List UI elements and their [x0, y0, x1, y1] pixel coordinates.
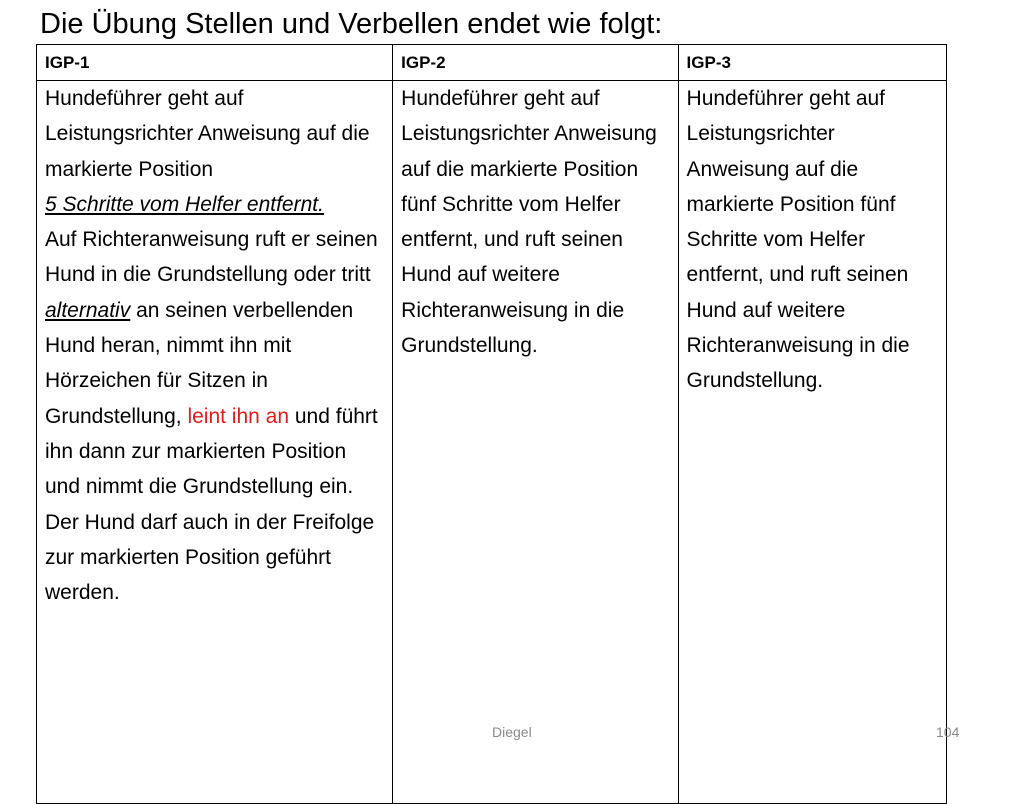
igp-comparison-table — [36, 44, 947, 804]
table-header-row — [37, 45, 947, 81]
cell-igp-1 — [37, 81, 393, 804]
igp1-intro-text: Hundeführer geht auf Leistungsrichter Anweisung auf die markierte Position — [45, 87, 370, 181]
igp3-text: Hundeführer geht auf Leistungsrichter Anweisung auf die markierte Position fünf Schritte vom Helfer entfernt, und ruft seinen Hund auf weitere Richteranweisung in die Grundstellung. — [686, 87, 910, 393]
slide-title: Die Übung Stellen und Verbellen endet wie folgt: — [40, 8, 663, 40]
igp1-lead-text: und führt ihn dann zur markierten Position und nimmt die Grundstellung ein. — [45, 404, 378, 499]
cell-igp-2 — [393, 81, 678, 804]
igp1-alternativ-emphasis: alternativ — [45, 298, 131, 322]
header-igp-3: IGP-3 — [678, 45, 946, 81]
igp1-leash-highlight: leint ihn an — [187, 404, 290, 428]
igp1-call-text: Auf Richteranweisung ruft er seinen Hund in die Grundstellung oder tritt — [45, 228, 378, 287]
footer-page-number: 104 — [936, 724, 960, 740]
igp2-text: Hundeführer geht auf Leistungsrichter Anweisung auf die markierte Position fünf Schritte vom Helfer entfernt, und ruft seinen Hund auf weitere Richteranweisung in die Grundstellung. — [401, 87, 657, 358]
header-igp-2: IGP-2 — [393, 45, 678, 81]
header-igp-1: IGP-1 — [37, 45, 393, 81]
cell-igp-3 — [678, 81, 946, 804]
table-body-row — [37, 81, 947, 804]
igp1-distance-emphasis: 5 Schritte vom Helfer entfernt. — [45, 192, 324, 216]
igp1-approach-text: an seinen verbellenden Hund heran, nimmt ihn mit Hörzeichen für Sitzen in Grundstellung, — [45, 298, 354, 428]
igp1-freifolge-text: Der Hund darf auch in der Freifolge zur markierten Position geführt werden. — [45, 510, 375, 605]
footer-author: Diegel — [492, 724, 532, 740]
